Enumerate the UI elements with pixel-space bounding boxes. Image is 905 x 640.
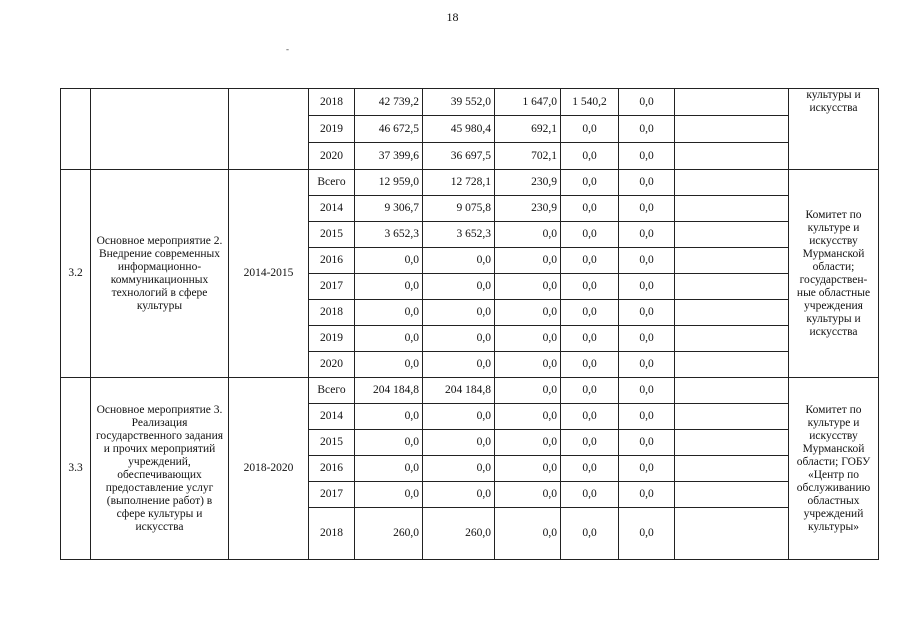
source-2-cell: 230,9 [495,170,561,196]
source-2-cell: 0,0 [495,508,561,560]
source-2-cell: 0,0 [495,352,561,378]
empty-cell [675,430,789,456]
scan-speck: - [286,44,289,54]
year-cell: 2014 [309,404,355,430]
source-1-cell: 0,0 [423,352,495,378]
source-3-cell: 1 540,2 [561,89,619,116]
source-1-cell: 9 075,8 [423,196,495,222]
source-3-cell: 0,0 [561,404,619,430]
source-2-cell: 0,0 [495,222,561,248]
source-1-cell: 3 652,3 [423,222,495,248]
source-4-cell: 0,0 [619,143,675,170]
source-1-cell: 0,0 [423,456,495,482]
source-4-cell: 0,0 [619,456,675,482]
source-2-cell: 692,1 [495,116,561,143]
source-3-cell: 0,0 [561,378,619,404]
source-4-cell: 0,0 [619,352,675,378]
source-4-cell: 0,0 [619,378,675,404]
source-3-cell: 0,0 [561,456,619,482]
source-1-cell: 12 728,1 [423,170,495,196]
source-1-cell: 0,0 [423,404,495,430]
year-cell: Всего [309,170,355,196]
empty-cell [675,248,789,274]
source-4-cell: 0,0 [619,326,675,352]
number-cell [61,89,91,170]
year-cell: 2018 [309,89,355,116]
source-4-cell: 0,0 [619,116,675,143]
empty-cell [675,378,789,404]
source-4-cell: 0,0 [619,404,675,430]
source-1-cell: 36 697,5 [423,143,495,170]
year-cell: Всего [309,378,355,404]
total-cell: 3 652,3 [355,222,423,248]
empty-cell [675,143,789,170]
year-cell: 2016 [309,456,355,482]
source-1-cell: 260,0 [423,508,495,560]
source-2-cell: 0,0 [495,404,561,430]
source-2-cell: 0,0 [495,300,561,326]
source-1-cell: 39 552,0 [423,89,495,116]
source-1-cell: 0,0 [423,430,495,456]
year-cell: 2017 [309,482,355,508]
source-4-cell: 0,0 [619,274,675,300]
empty-cell [675,274,789,300]
item-name-cell: Основное мероприятие 3. Реализация государственного задания и прочих мероприятий учреждений, обеспечивающих предоставление услуг (выполнение работ) в сфере культуры и искусства [91,378,229,560]
item-name-cell: Основное мероприятие 2. Внедрение современных информационно-коммуникационных технологий в сфере культуры [91,170,229,378]
empty-cell [675,482,789,508]
year-cell: 2018 [309,508,355,560]
source-2-cell: 702,1 [495,143,561,170]
source-4-cell: 0,0 [619,89,675,116]
source-3-cell: 0,0 [561,248,619,274]
total-cell: 12 959,0 [355,170,423,196]
total-cell: 204 184,8 [355,378,423,404]
source-4-cell: 0,0 [619,196,675,222]
source-3-cell: 0,0 [561,274,619,300]
source-4-cell: 0,0 [619,430,675,456]
source-3-cell: 0,0 [561,300,619,326]
source-4-cell: 0,0 [619,300,675,326]
source-1-cell: 0,0 [423,482,495,508]
source-3-cell: 0,0 [561,482,619,508]
period-cell [229,89,309,170]
empty-cell [675,300,789,326]
source-1-cell: 0,0 [423,326,495,352]
source-4-cell: 0,0 [619,248,675,274]
source-2-cell: 230,9 [495,196,561,222]
total-cell: 37 399,6 [355,143,423,170]
table-row [61,378,879,404]
source-3-cell: 0,0 [561,508,619,560]
empty-cell [675,508,789,560]
table-row [61,170,879,196]
item-number-cell: 3.3 [61,378,91,560]
source-2-cell: 0,0 [495,378,561,404]
source-2-cell: 0,0 [495,482,561,508]
source-3-cell: 0,0 [561,326,619,352]
total-cell: 0,0 [355,456,423,482]
year-cell: 2015 [309,430,355,456]
total-cell: 0,0 [355,430,423,456]
source-4-cell: 0,0 [619,508,675,560]
source-2-cell: 0,0 [495,326,561,352]
source-3-cell: 0,0 [561,170,619,196]
source-3-cell: 0,0 [561,143,619,170]
source-2-cell: 1 647,0 [495,89,561,116]
total-cell: 0,0 [355,300,423,326]
empty-cell [675,456,789,482]
source-3-cell: 0,0 [561,116,619,143]
total-cell: 46 672,5 [355,116,423,143]
year-cell: 2020 [309,143,355,170]
name-cell [91,89,229,170]
total-cell: 9 306,7 [355,196,423,222]
source-1-cell: 45 980,4 [423,116,495,143]
total-cell: 260,0 [355,508,423,560]
year-cell: 2017 [309,274,355,300]
source-1-cell: 0,0 [423,248,495,274]
source-1-cell: 0,0 [423,300,495,326]
year-cell: 2019 [309,116,355,143]
source-1-cell: 0,0 [423,274,495,300]
executor-cell: культуры и искусства [789,89,879,170]
source-2-cell: 0,0 [495,274,561,300]
source-4-cell: 0,0 [619,482,675,508]
empty-cell [675,89,789,116]
empty-cell [675,404,789,430]
empty-cell [675,326,789,352]
source-4-cell: 0,0 [619,222,675,248]
empty-cell [675,116,789,143]
item-number-cell: 3.2 [61,170,91,378]
item-period-cell: 2014-2015 [229,170,309,378]
total-cell: 0,0 [355,248,423,274]
item-period-cell: 2018-2020 [229,378,309,560]
total-cell: 0,0 [355,352,423,378]
empty-cell [675,196,789,222]
source-2-cell: 0,0 [495,430,561,456]
source-3-cell: 0,0 [561,222,619,248]
year-cell: 2019 [309,326,355,352]
source-3-cell: 0,0 [561,430,619,456]
source-1-cell: 204 184,8 [423,378,495,404]
year-cell: 2020 [309,352,355,378]
source-4-cell: 0,0 [619,170,675,196]
total-cell: 0,0 [355,274,423,300]
total-cell: 0,0 [355,404,423,430]
empty-cell [675,352,789,378]
page-number: 18 [446,10,459,24]
source-2-cell: 0,0 [495,456,561,482]
program-table [60,88,879,560]
source-3-cell: 0,0 [561,352,619,378]
source-2-cell: 0,0 [495,248,561,274]
item-executor-cell: Комитет по культуре и искусству Мурманской области; государствен-ные областные учреждения культуры и искусства [789,170,879,378]
total-cell: 0,0 [355,482,423,508]
total-cell: 0,0 [355,326,423,352]
source-3-cell: 0,0 [561,196,619,222]
table-row [61,89,879,116]
year-cell: 2014 [309,196,355,222]
year-cell: 2015 [309,222,355,248]
empty-cell [675,170,789,196]
empty-cell [675,222,789,248]
total-cell: 42 739,2 [355,89,423,116]
year-cell: 2018 [309,300,355,326]
item-executor-cell: Комитет по культуре и искусству Мурманской области; ГОБУ «Центр по обслуживанию областных учреждений культуры» [789,378,879,560]
year-cell: 2016 [309,248,355,274]
